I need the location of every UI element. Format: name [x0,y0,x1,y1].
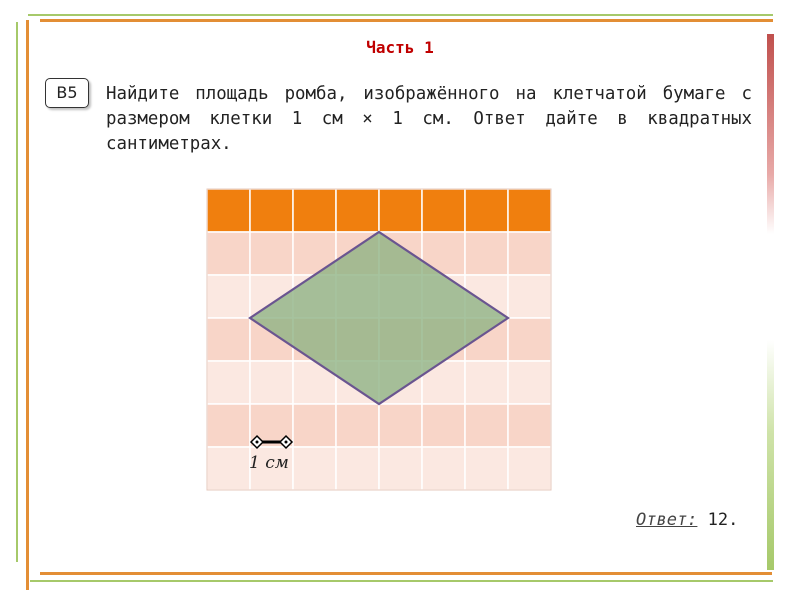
grid-cell [379,189,422,232]
grid-cell [508,447,551,490]
grid-cell [508,275,551,318]
grid-cell [207,404,250,447]
grid-cell [422,447,465,490]
grid-cell [508,189,551,232]
slide-title: Часть 1 [366,38,434,57]
grid-cell [379,447,422,490]
grid-cell [336,447,379,490]
grid-cell [465,189,508,232]
grid-cell [465,447,508,490]
grid-cell [250,361,293,404]
grid-cell [207,361,250,404]
grid-cell [207,447,250,490]
answer-line [636,510,738,530]
grid-cell [379,404,422,447]
grid-cell [336,404,379,447]
task-statement: Найдите площадь ромба, изображённого на клетчатой бумаге с размером клетки 1 см × 1 см. Ответ дайте в квадратных сантиметрах. [106,84,752,154]
grid-cell [508,232,551,275]
grid-cell [508,318,551,361]
grid-cell [207,275,250,318]
grid-cell [207,232,250,275]
grid-cell [336,189,379,232]
grid-cell [250,232,293,275]
answer-label: Ответ: [636,510,698,530]
scale-label: 1 см [249,453,289,473]
grid-cell [422,189,465,232]
grid-cell [508,404,551,447]
grid-cell [465,361,508,404]
grid-cell [207,318,250,361]
grid-cell [207,189,250,232]
grid-cell [422,404,465,447]
grid-cell [508,361,551,404]
answer-value: 12. [707,510,739,530]
grid-cell [465,404,508,447]
scale-marker [249,436,292,473]
grid-cell [250,189,293,232]
task-number-badge: B5 [45,78,89,108]
grid-cell [293,404,336,447]
grid-cell [293,189,336,232]
grid-cell [465,232,508,275]
grid-cell [293,447,336,490]
